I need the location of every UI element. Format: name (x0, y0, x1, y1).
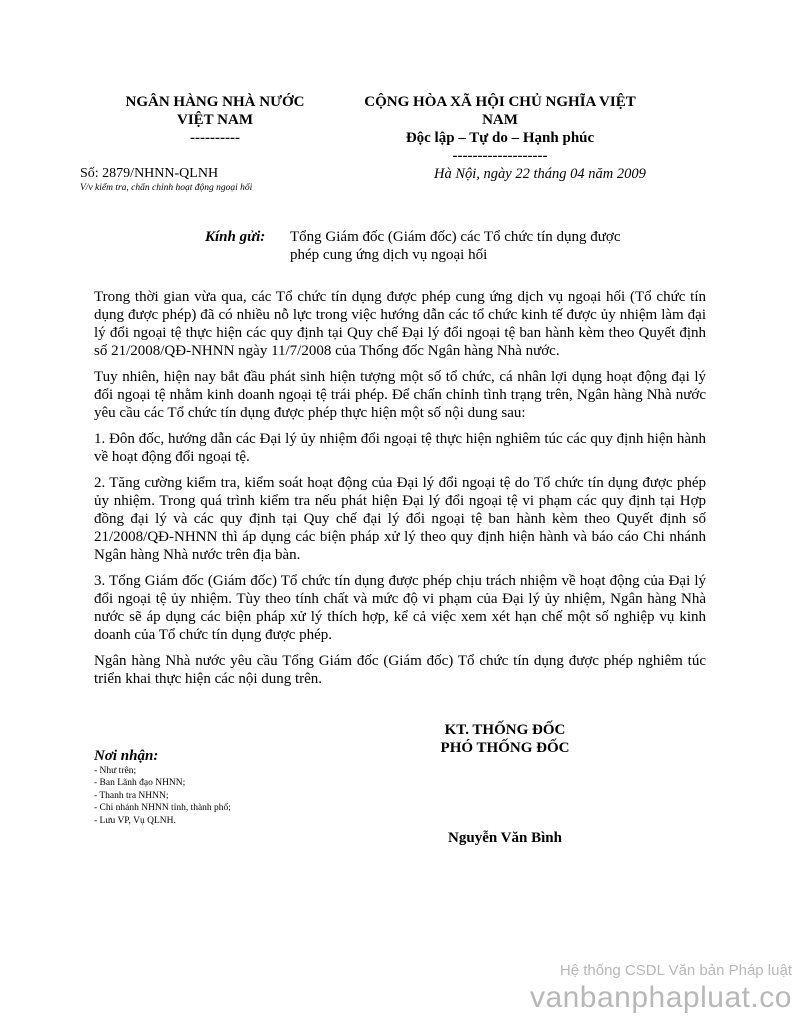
recipient-item: - Lưu VP, Vụ QLNH. (94, 815, 176, 826)
recipient-text (290, 228, 670, 264)
signer-name: Nguyễn Văn Bình (448, 830, 562, 846)
recipients-title: Nơi nhận: (94, 748, 159, 764)
signature-title (405, 721, 605, 757)
watermark-line2: vanbanphapluat.co (529, 981, 792, 1014)
motto: Độc lập – Tự do – Hạnh phúc (405, 130, 595, 146)
recipient-item: - Thanh tra NHNN; (94, 790, 169, 801)
recipient-line2: phép cung ứng dịch vụ ngoại hối (290, 247, 488, 263)
body-paragraph: Tuy nhiên, hiện nay bắt đầu phát sinh hiện tượng một số tổ chức, cá nhân lợi dụng hoạt động đại lý đổi ngoại tệ nhằm kinh doanh ngoại tệ trái phép. Để chấn chỉnh tình trạng trên, Ngân hàng Nhà nước yêu cầu các Tổ chức tín dụng được phép thực hiện một số nội dung sau: (94, 369, 706, 421)
org-separator: ---------- (190, 130, 240, 146)
body-paragraph: 2. Tăng cường kiểm tra, kiểm soát hoạt động của Đại lý đổi ngoại tệ do Tổ chức tín dụng được phép ủy nhiệm. Trong quá trình kiểm tra nếu phát hiện Đại lý đổi ngoại tệ vi phạm các quy định tại Hợp đồng đại lý và các quy định tại Quy chế đại lý đổi ngoại tệ ban hành kèm theo Quyết định số 21/2008/QĐ-NHNN thì áp dụng các biện pháp xử lý theo quy định hiện hành và báo cáo Chi nhánh Ngân hàng Nhà nước trên địa bàn. (94, 475, 706, 563)
recipient-item: - Ban Lãnh đạo NHNN; (94, 778, 186, 789)
recipient-label: Kính gửi: (205, 229, 266, 245)
document-body (94, 288, 706, 696)
document-number: Số: 2879/NHNN-QLNH (80, 166, 219, 181)
nation-line2: NAM (482, 112, 518, 128)
body-paragraph: Trong thời gian vừa qua, các Tổ chức tín dụng được phép cung ứng dịch vụ ngoại hối (Tổ chức tín dụng được phép) đã có nhiều nỗ lực trong việc hướng dẫn các tổ chức kinh tế được ủy nhiệm làm đại lý đổi ngoại tệ thực hiện các quy định tại Quy chế Đại lý đổi ngoại tệ ban hành kèm theo Quyết định số 21/2008/QĐ-NHNN ngày 11/7/2008 của Thống đốc Ngân hàng Nhà nước. (94, 289, 706, 359)
issuing-organization (95, 93, 335, 147)
recipient-item: - Như trên; (94, 766, 137, 776)
body-paragraph: 3. Tổng Giám đốc (Giám đốc) Tổ chức tín dụng được phép chịu trách nhiệm về hoạt động của Đại lý đổi ngoại tệ ủy nhiệm. Tùy theo tính chất và mức độ vi phạm của Đại lý ủy nhiệm, Ngân hàng Nhà nước sẽ áp dụng các biện pháp xử lý thích hợp, kể cả việc xem xét hạn chế một số nghiệp vụ kinh doanh của Tổ chức tín dụng được phép. (94, 573, 706, 643)
watermark-line1: Hệ thống CSDL Văn bản Pháp luật (559, 962, 792, 979)
national-title (345, 93, 655, 165)
document-date: Hà Nội, ngày 22 tháng 04 năm 2009 (434, 166, 646, 182)
document-subject: V/v kiểm tra, chấn chỉnh hoạt động ngoại hối (80, 183, 253, 193)
recipient-line1: Tổng Giám đốc (Giám đốc) các Tổ chức tín dụng được (290, 229, 621, 245)
nation-separator: ------------------- (452, 148, 548, 164)
recipients-list (94, 765, 231, 827)
nation-line1: CỘNG HÒA XÃ HỘI CHỦ NGHĨA VIỆT (364, 94, 636, 110)
org-name-line2: VIỆT NAM (177, 112, 253, 128)
watermark (510, 962, 792, 1016)
signature-title-line2: PHÓ THỐNG ĐỐC (440, 740, 570, 756)
signature-title-line1: KT. THỐNG ĐỐC (444, 722, 566, 738)
org-name-line1: NGÂN HÀNG NHÀ NƯỚC (125, 94, 305, 110)
body-paragraph: Ngân hàng Nhà nước yêu cầu Tổng Giám đốc (Giám đốc) Tổ chức tín dụng được phép nghiêm túc triển khai thực hiện các nội dung trên. (94, 653, 706, 687)
recipient-item: - Chi nhánh NHNN tỉnh, thành phố; (94, 803, 231, 814)
body-paragraph: 1. Đôn đốc, hướng dẫn các Đại lý ủy nhiệm đổi ngoại tệ thực hiện nghiêm túc các quy định hiện hành về hoạt động đổi ngoại tệ. (94, 431, 706, 465)
